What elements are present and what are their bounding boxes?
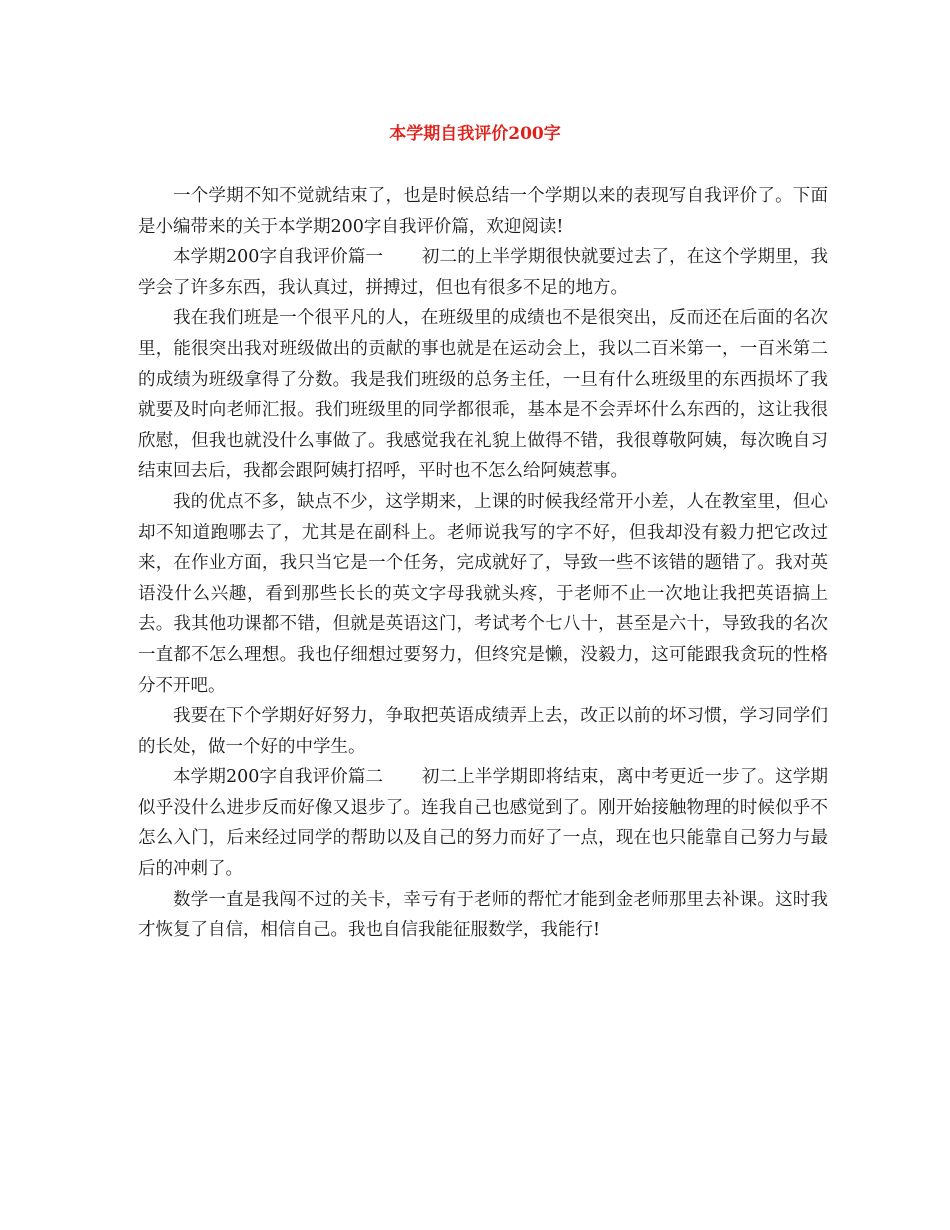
paragraph-text: 我要在下个学期好好努力，争取把英语成绩弄上去，改正以前的坏习惯，学习同学们的长处，做一个好的中学生。 — [138, 706, 828, 757]
document-title: 本学期自我评价200字 — [389, 124, 561, 144]
paragraph — [138, 303, 828, 487]
paragraph-section-two — [138, 762, 828, 884]
paragraph-section-one — [138, 242, 828, 303]
paragraph — [138, 487, 828, 701]
paragraph-intro — [138, 181, 828, 242]
section-heading: 本学期200字自我评价篇一 — [173, 247, 384, 268]
paragraph-text: 我的优点不多，缺点不少，这学期来，上课的时候我经常开小差，人在教室里，但心却不知道跑哪去了，尤其是在副科上。老师说我写的字不好，但我却没有毅力把它改过来，在作业方面，我只当它是一个任务，完成就好了，导致一些不该错的题错了。我对英语没什么兴趣，看到那些长长的英文字母我就头疼，于老师不止一次地让我把英语搞上去。我其他功课都不错，但就是英语这门，考试考个七八十，甚至是六十，导致我的名次一直都不怎么理想。我也仔细想过要努力，但终究是懒，没毅力，这可能跟我贪玩的性格分不开吧。 — [138, 491, 828, 696]
paragraph-text: 一个学期不知不觉就结束了，也是时候总结一个学期以来的表现写自我评价了。下面是小编带来的关于本学期200字自我评价篇，欢迎阅读! — [138, 186, 828, 237]
paragraph — [138, 701, 828, 762]
paragraph-text: 数学一直是我闯不过的关卡，幸亏有于老师的帮忙才能到金老师那里去补课。这时我才恢复了自信，相信自己。我也自信我能征服数学，我能行! — [138, 889, 828, 941]
paragraph — [138, 885, 828, 946]
paragraph-text: 我在我们班是一个很平凡的人，在班级里的成绩也不是很突出，反而还在后面的名次里，能很突出我对班级做出的贡献的事也就是在运动会上，我以二百米第一，一百米第二的成绩为班级拿得了分数。我是我们班级的总务主任，一旦有什么班级里的东西损坏了我就要及时向老师汇报。我们班级里的同学都很乖，基本是不会弄坏什么东西的，这让我很欣慰，但我也就没什么事做了。我感觉我在礼貌上做得不错，我很尊敬阿姨，每次晚自习结束回去后，我都会跟阿姨打招呼，平时也不怎么给阿姨惹事。 — [138, 308, 828, 482]
paragraph-text: 初二的上半学期很快就要过去了，在这个学期里，我学会了许多东西，我认真过，拼搏过，但也有很多不足的地方。 — [138, 247, 829, 298]
paragraph-text: 初二上半学期即将结束，离中考更近一步了。这学期似乎没什么进步反而好像又退步了。连我自己也感觉到了。刚开始接触物理的时候似乎不怎么入门，后来经过同学的帮助以及自己的努力而好了一点，现在也只能靠自己努力与最后的冲刺了。 — [138, 767, 829, 880]
document-body — [138, 181, 828, 946]
section-heading: 本学期200字自我评价篇二 — [173, 767, 384, 788]
